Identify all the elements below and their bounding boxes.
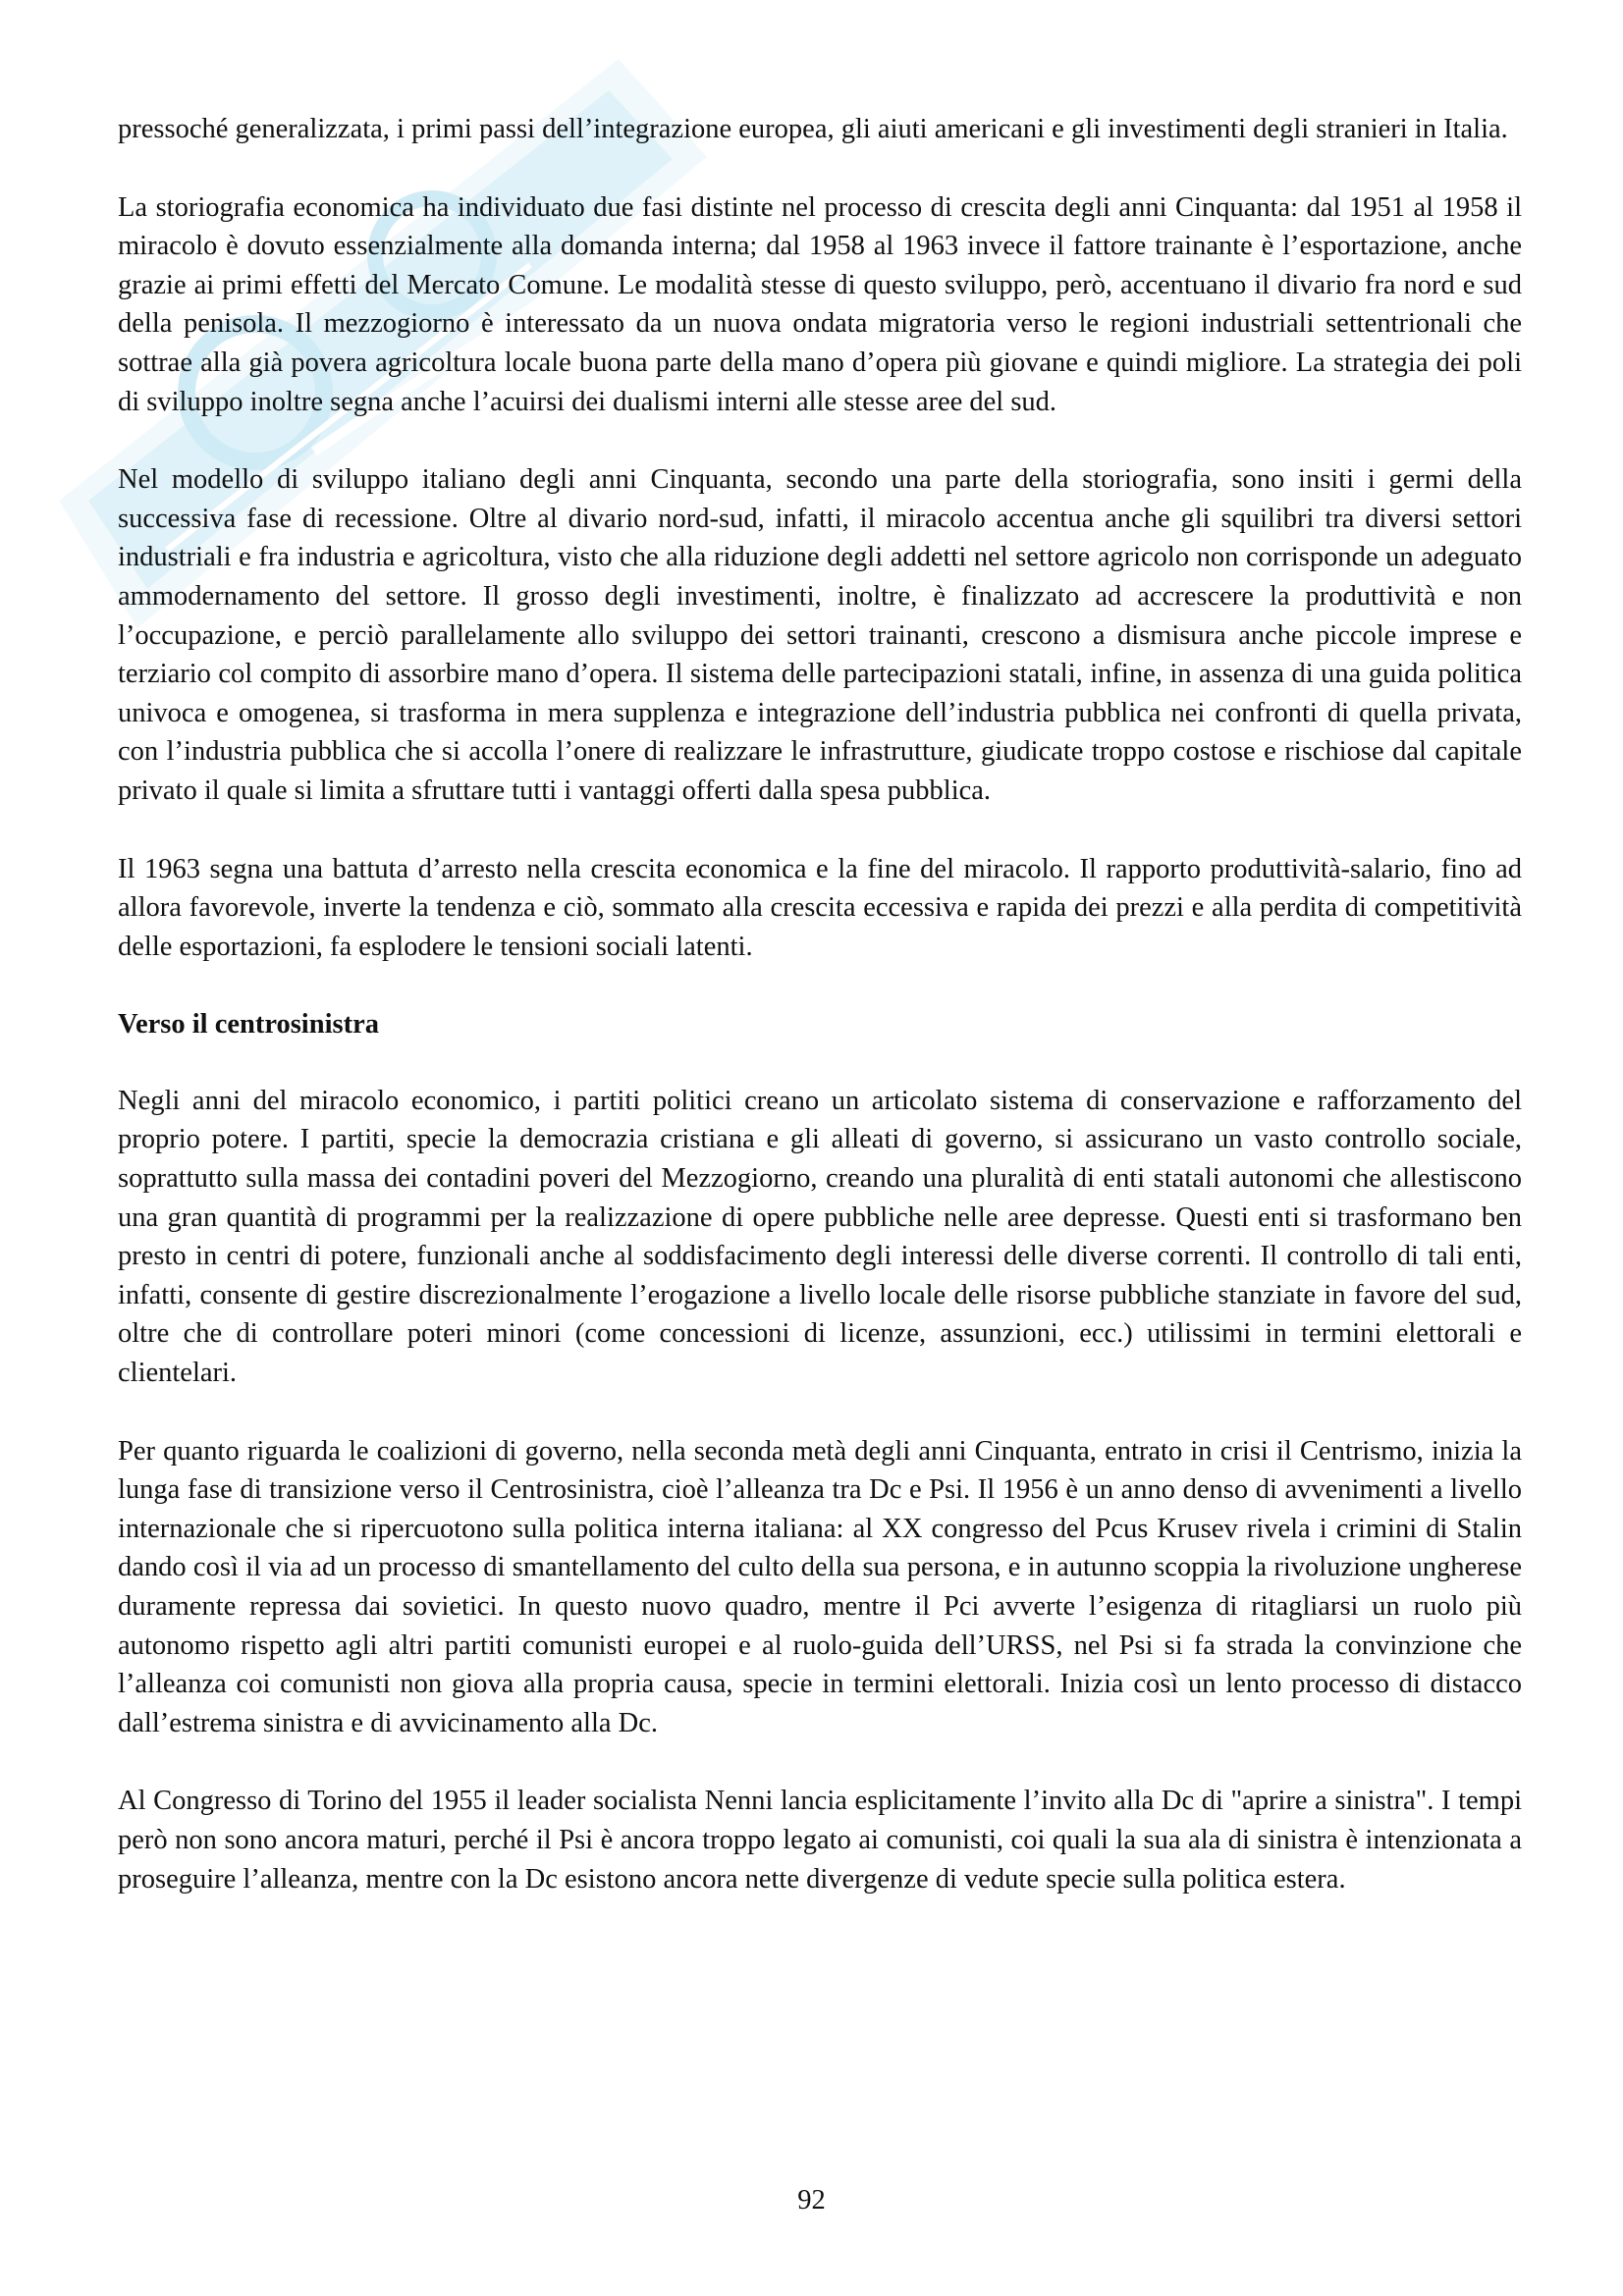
document-body xyxy=(118,110,1522,1938)
paragraph: Negli anni del miracolo economico, i partiti politici creano un articolato sistema di conservazione e rafforzamento del proprio potere. I partiti, specie la democrazia cristiana e gli alleati di governo, si assicurano un vasto controllo sociale, soprattutto sulla massa dei contadini poveri del Mezzogiorno, creando una pluralità di enti statali autonomi che allestiscono una gran quantità di programmi per la realizzazione di opere pubbliche nelle aree depresse. Questi enti si trasformano ben presto in centri di potere, funzionali anche al soddisfacimento degli interessi delle diverse correnti. Il controllo di tali enti, infatti, consente di gestire discrezionalmente l’erogazione a livello locale delle risorse pubbliche stanziate in favore del sud, oltre che di controllare poteri minori (come concessioni di licenze, assunzioni, ecc.) utilissimi in termini elettorali e clientelari. xyxy=(118,1085,1522,1389)
paragraph: Al Congresso di Torino del 1955 il leader socialista Nenni lancia esplicitamente l’invito alla Dc di "aprire a sinistra". I tempi però non sono ancora maturi, perché il Psi è ancora troppo legato ai comunisti, coi quali la sua ala di sinistra è intenzionata a proseguire l’alleanza, mentre con la Dc esistono ancora nette divergenze di vedute specie sulla politica estera. xyxy=(118,1786,1522,1895)
paragraph: Nel modello di sviluppo italiano degli anni Cinquanta, secondo una parte della storiografia, sono insiti i germi della successiva fase di recessione. Oltre al divario nord-sud, infatti, il miracolo accentua anche gli squilibri tra diversi settori industriali e fra industria e agricoltura, visto che alla riduzione degli addetti nel settore agricolo non corrisponde un adeguato ammodernamento del settore. Il grosso degli investimenti, inoltre, è finalizzato ad accrescere la produttività e non l’occupazione, e perciò parallelamente allo sviluppo dei settori trainanti, crescono a dismisura anche piccole imprese e terziario col compito di assorbire mano d’opera. Il sistema delle partecipazioni statali, infine, in assenza di una guida politica univoca e omogenea, si trasforma in mera supplenza e integrazione dell’industria pubblica nei confronti di quella privata, con l’industria pubblica che si accolla l’onere di realizzare le infrastrutture, giudicate troppo costose e rischiose dal capitale privato il quale si limita a sfruttare tutti i vantaggi offerti dalla spesa pubblica. xyxy=(118,464,1522,806)
paragraph: Il 1963 segna una battuta d’arresto nella crescita economica e la fine del miracolo. Il rapporto produttività-salario, fino ad allora favorevole, inverte la tendenza e ciò, sommato alla crescita eccessiva e rapida dei prezzi e alla perdita di competitività delle esportazioni, fa esplodere le tensioni sociali latenti. xyxy=(118,853,1522,962)
page-number: 92 xyxy=(797,2185,826,2216)
paragraph: La storiografia economica ha individuato due fasi distinte nel processo di crescita degli anni Cinquanta: dal 1951 al 1958 il miracolo è dovuto essenzialmente alla domanda interna; dal 1958 al 1963 invece il fattore trainante è l’esportazione, anche grazie ai primi effetti del Mercato Comune. Le modalità stesse di questo sviluppo, però, accentuano il divario fra nord e sud della penisola. Il mezzogiorno è interessato da un nuova ondata migratoria verso le regioni industriali settentrionali che sottrae alla già povera agricoltura locale buona parte della mano d’opera più giovane e quindi migliore. La strategia dei poli di sviluppo inoltre segna anche l’acuirsi dei dualismi interni alle stesse aree del sud. xyxy=(118,191,1522,417)
paragraph: pressoché generalizzata, i primi passi dell’integrazione europea, gli aiuti americani e gli investimenti degli stranieri in Italia. xyxy=(118,114,1508,144)
section-heading: Verso il centrosinistra xyxy=(118,1009,379,1041)
paragraph: Per quanto riguarda le coalizioni di governo, nella seconda metà degli anni Cinquanta, entrato in crisi il Centrismo, inizia la lunga fase di transizione verso il Centrosinistra, cioè l’alleanza tra Dc e Psi. Il 1956 è un anno denso di avvenimenti a livello internazionale che si ripercuotono sulla politica interna italiana: al XX congresso del Pcus Krusev rivela i crimini di Stalin dando così il via ad un processo di smantellamento del culto della sua persona, e in autunno scoppia la rivoluzione ungherese duramente repressa dai sovietici. In questo nuovo quadro, mentre il Pci avverte l’esigenza di ritagliarsi un ruolo più autonomo rispetto agli altri partiti comunisti europei e al ruolo-guida dell’URSS, nel Psi si fa strada la convinzione che l’alleanza coi comunisti non giova alla propria causa, specie in termini elettorali. Inizia così un lento processo di distacco dall’estrema sinistra e di avvicinamento alla Dc. xyxy=(118,1435,1522,1738)
